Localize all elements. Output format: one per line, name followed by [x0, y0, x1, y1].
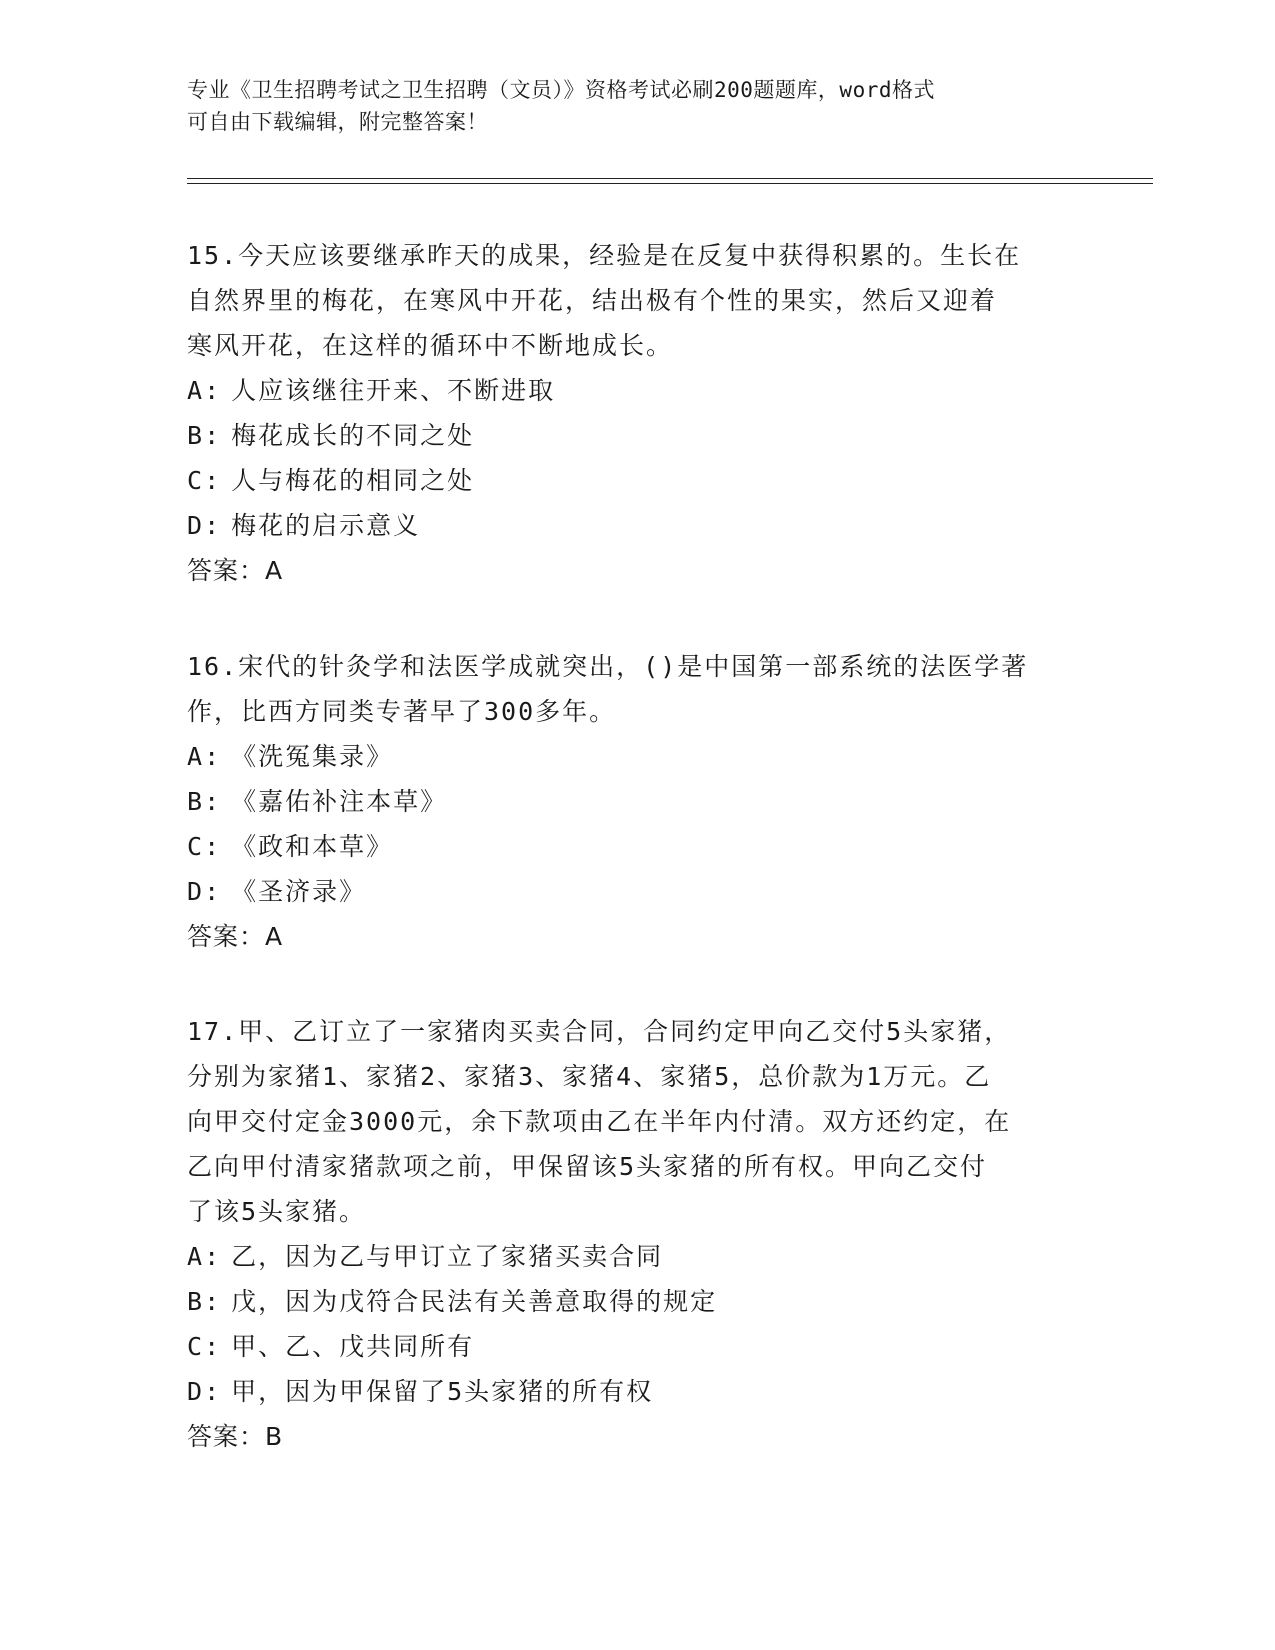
document-header: [187, 74, 1087, 138]
question-line: 分别为家猪1、家猪2、家猪3、家猪4、家猪5，总价款为1万元。乙: [187, 1062, 992, 1091]
question-line: 16.宋代的针灸学和法医学成就突出，()是中国第一部系统的法医学著: [187, 652, 1029, 681]
question-15: [187, 233, 1087, 593]
option-c: C: 人与梅花的相同之处: [187, 466, 475, 495]
option-c: C: 《政和本草》: [187, 832, 394, 861]
option-d: D: 甲，因为甲保留了5头家猪的所有权: [187, 1377, 654, 1406]
question-line: 乙向甲付清家猪款项之前，甲保留该5头家猪的所有权。甲向乙交付: [187, 1152, 988, 1181]
option-b: B: 戊，因为戊符合民法有关善意取得的规定: [187, 1287, 718, 1316]
header-divider-bottom: [187, 183, 1153, 184]
header-line-2: 可自由下载编辑，附完整答案！: [187, 110, 488, 134]
option-d: D: 《圣济录》: [187, 877, 367, 906]
answer: 答案：B: [187, 1422, 284, 1451]
question-line: 17.甲、乙订立了一家猪肉买卖合同，合同约定甲向乙交付5头家猪，: [187, 1017, 1012, 1046]
option-b: B: 梅花成长的不同之处: [187, 421, 475, 450]
question-line: 15.今天应该要继承昨天的成果，经验是在反复中获得积累的。生长在: [187, 241, 1022, 270]
question-line: 向甲交付定金3000元，余下款项由乙在半年内付清。双方还约定，在: [187, 1107, 1012, 1136]
question-line: 作，比西方同类专著早了300多年。: [187, 697, 617, 726]
answer: 答案：A: [187, 556, 284, 585]
question-line: 自然界里的梅花，在寒风中开花，结出极有个性的果实，然后又迎着: [187, 286, 998, 315]
question-line: 寒风开花，在这样的循环中不断地成长。: [187, 331, 674, 360]
question-17: [187, 1009, 1087, 1459]
option-a: A: 《洗冤集录》: [187, 742, 394, 771]
option-a: A: 乙，因为乙与甲订立了家猪买卖合同: [187, 1242, 664, 1271]
option-c: C: 甲、乙、戊共同所有: [187, 1332, 475, 1361]
answer: 答案：A: [187, 922, 284, 951]
option-a: A: 人应该继往开来、不断进取: [187, 376, 556, 405]
question-16: [187, 644, 1087, 959]
question-line: 了该5头家猪。: [187, 1197, 367, 1226]
header-line-1: 专业《卫生招聘考试之卫生招聘（文员）》资格考试必刷200题题库，word格式: [187, 78, 935, 102]
option-b: B: 《嘉佑补注本草》: [187, 787, 448, 816]
option-d: D: 梅花的启示意义: [187, 511, 421, 540]
header-divider-top: [187, 178, 1153, 179]
